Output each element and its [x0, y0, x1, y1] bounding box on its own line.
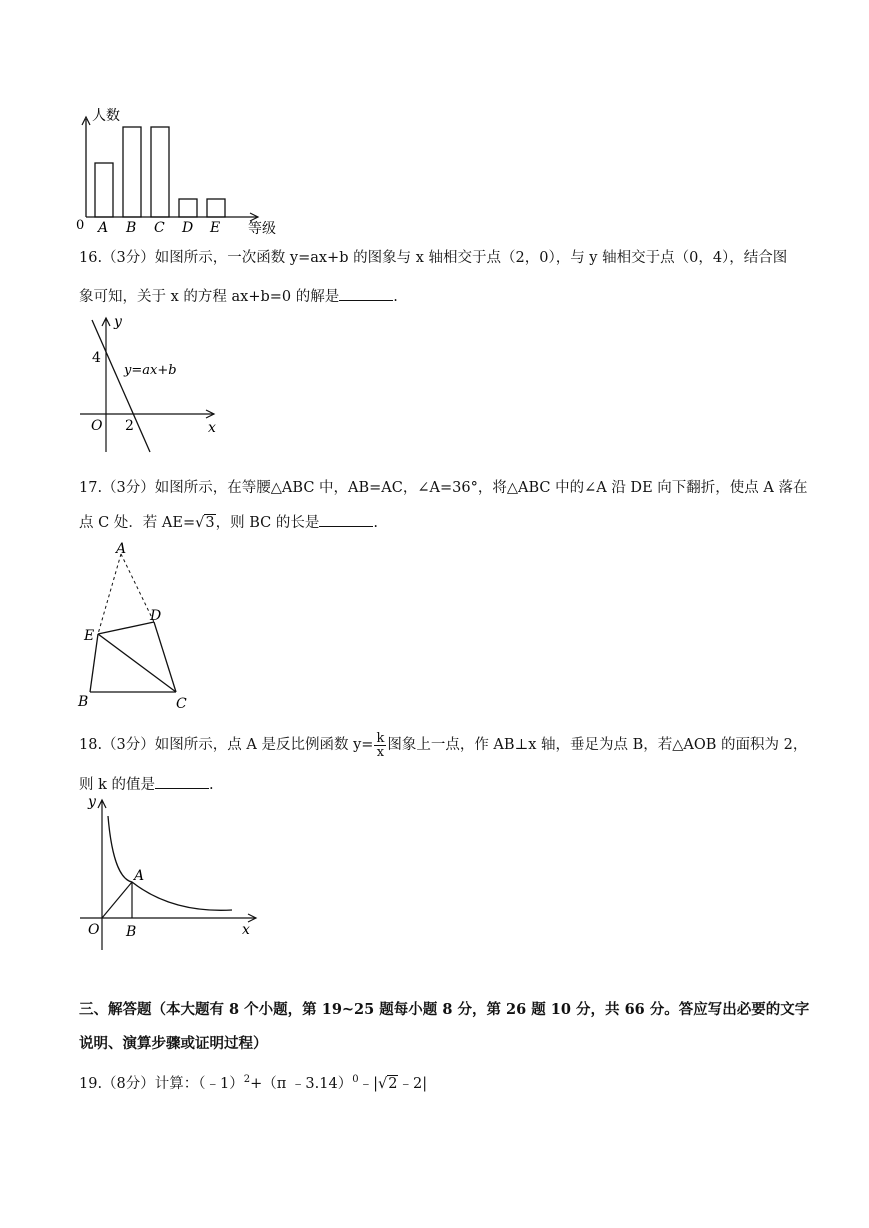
- q19-tail: ﹣2|: [398, 1075, 428, 1092]
- q17-dashed-ae: [98, 554, 121, 634]
- bar-e: [207, 199, 225, 217]
- section3-line1: 三、解答题（本大题有 8 个小题，第 19~25 题每小题 8 分，第 26 题 10 分，共 66 分。答应写出必要的文字: [79, 1001, 810, 1018]
- q18-frac-num: k: [376, 730, 385, 746]
- q18-line2-end: .: [209, 777, 214, 793]
- q16-line-label: y=ax+b: [124, 363, 177, 378]
- bar-tick-c: C: [154, 220, 165, 235]
- q17-segment-ed: [98, 622, 154, 634]
- q18-figure: [80, 794, 265, 956]
- q16-y-axis-label: y: [114, 314, 122, 330]
- q16-x-axis-label: x: [208, 420, 216, 436]
- q18-line1-pre: 18.（3分）如图所示，点 A 是反比例函数 y=: [79, 737, 374, 753]
- q16-x-tick: 2: [125, 418, 134, 434]
- q18-x-axis-label: x: [242, 922, 250, 938]
- q17-line2-mid: ，则 BC 的长是: [215, 515, 320, 531]
- q17-sqrt-value: 3: [205, 515, 215, 531]
- q18-line1-post: 图象上一点，作 AB⊥x 轴，垂足为点 B，若△AOB 的面积为 2，: [387, 737, 808, 753]
- q17-label-d: D: [150, 608, 162, 624]
- q17-figure: [74, 540, 204, 712]
- q18-segment-oa: [102, 882, 132, 918]
- q19-sqrt: √2: [377, 1075, 398, 1092]
- section3-line2: 说明、演算步骤或证明过程）: [79, 1035, 268, 1052]
- q16-line2-end: .: [393, 289, 398, 305]
- q17-label-e: E: [84, 628, 95, 644]
- q18-frac-den: x: [376, 744, 385, 760]
- q18-origin-label: O: [88, 922, 100, 938]
- bar-chart-y-label: 人数: [92, 108, 120, 124]
- q17-line1: 17.（3分）如图所示，在等腰△ABC 中，AB=AC，∠A=36°，将△ABC 中的∠A 沿 DE 向下翻折，使点 A 落在: [79, 480, 808, 496]
- q19-minus: ﹣|: [358, 1075, 378, 1092]
- q16-y-tick: 4: [92, 350, 101, 366]
- q17-label-c: C: [176, 696, 187, 712]
- q19-exp1: 2: [243, 1074, 251, 1085]
- q17-side-dc: [154, 622, 176, 692]
- q18-label-a: A: [134, 868, 145, 884]
- q18-label-b: B: [126, 924, 137, 940]
- bar-d: [179, 199, 197, 217]
- q18-line2-pre: 则 k 的值是: [79, 777, 156, 793]
- q19-exp2: 0: [352, 1074, 359, 1085]
- q18-answer-blank[interactable]: [155, 774, 209, 789]
- q19-sqrt-value: 2: [388, 1075, 398, 1092]
- q18-hyperbola: [108, 816, 232, 910]
- q16-figure: [78, 312, 228, 460]
- q17-answer-blank[interactable]: [319, 512, 373, 527]
- bar-chart-x-label: 等级: [248, 221, 276, 235]
- q16-answer-blank[interactable]: [339, 286, 393, 301]
- q17-sqrt: √3: [195, 515, 215, 531]
- bar-a: [95, 163, 113, 217]
- q16-line1: 16.（3分）如图所示，一次函数 y=ax+b 的图象与 x 轴相交于点（2，0），与 y 轴相交于点（0，4），结合图: [79, 250, 788, 266]
- q18-line2: [79, 774, 214, 795]
- bar-c: [151, 127, 169, 217]
- q19-line: [79, 1070, 427, 1094]
- q17-segment-ec: [98, 634, 176, 692]
- q18-fraction: [374, 732, 386, 759]
- q16-origin-label: O: [91, 418, 103, 434]
- bar-chart-origin: 0: [76, 218, 85, 233]
- q19-mid: +（π ﹣3.14）: [250, 1075, 353, 1092]
- q17-line2-pre: 点 C 处．若 AE=: [79, 515, 196, 531]
- q16-line2: [79, 286, 398, 307]
- q16-line2-text: 象可知，关于 x 的方程 ax+b=0 的解是: [79, 289, 340, 305]
- q17-line2: [79, 512, 378, 533]
- q17-line2-end: .: [373, 515, 378, 531]
- bar-chart: [70, 105, 280, 235]
- q17-label-a: A: [116, 541, 127, 557]
- q18-y-axis-label: y: [88, 794, 96, 810]
- q17-label-b: B: [78, 694, 89, 710]
- q18-line1: [79, 730, 807, 760]
- bar-b: [123, 127, 141, 217]
- bar-tick-e: E: [210, 220, 221, 235]
- bar-tick-b: B: [126, 220, 137, 235]
- bar-tick-d: D: [182, 220, 194, 235]
- q19-pre: 19.（8分）计算：（﹣1）: [79, 1075, 244, 1092]
- bar-tick-a: A: [98, 220, 109, 235]
